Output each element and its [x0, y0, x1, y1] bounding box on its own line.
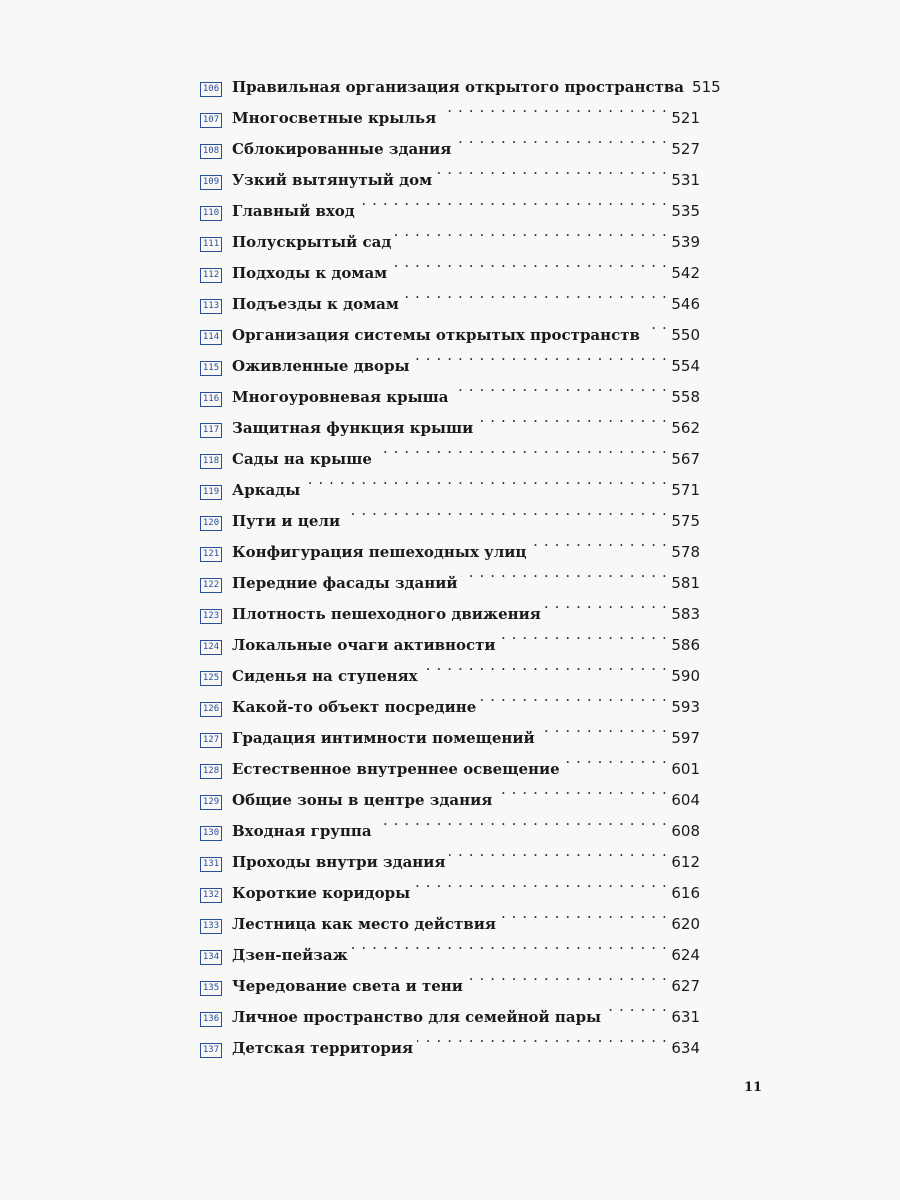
- pattern-number-badge: 106: [200, 82, 222, 97]
- pattern-number-badge: 112: [200, 268, 222, 283]
- dot-leader: [564, 743, 668, 774]
- toc-entry-title: Личное пространство для семейной пары: [232, 1008, 602, 1026]
- toc-entry-title: Общие зоны в центре здания: [232, 791, 493, 809]
- pattern-number-badge: 126: [200, 702, 222, 717]
- toc-entry-title: Дзен-пейзаж: [232, 946, 348, 964]
- pattern-number-badge: 119: [200, 485, 222, 500]
- dot-leader: [531, 526, 668, 557]
- toc-entry-title: Аркады: [232, 481, 301, 499]
- pattern-number-badge: 125: [200, 671, 222, 686]
- toc-entry-title: Входная группа: [232, 822, 372, 840]
- toc-entry-page: 542: [671, 264, 700, 282]
- toc-entry-page: 535: [671, 202, 700, 220]
- dot-leader: [344, 495, 667, 526]
- pattern-number-badge: 127: [200, 733, 222, 748]
- pattern-number-badge: 136: [200, 1012, 222, 1027]
- toc-entry-page: 578: [671, 543, 700, 561]
- dot-leader: [455, 123, 667, 154]
- toc-entry-page: 575: [671, 512, 700, 530]
- pattern-number-badge: 115: [200, 361, 222, 376]
- dot-leader: [359, 185, 668, 216]
- dot-leader: [452, 371, 667, 402]
- toc-entry-page: 624: [671, 946, 700, 964]
- toc-entry-title: Проходы внутри здания: [232, 853, 446, 871]
- pattern-number-badge: 129: [200, 795, 222, 810]
- pattern-number-badge: 134: [200, 950, 222, 965]
- toc-entry-page: 546: [671, 295, 700, 313]
- toc-entry-title: Естественное внутреннее освещение: [232, 760, 560, 778]
- pattern-number-badge: 110: [200, 206, 222, 221]
- toc-entry-title: Чередование света и тени: [232, 977, 463, 995]
- toc-entry-page: 554: [671, 357, 700, 375]
- pattern-number-badge: 124: [200, 640, 222, 655]
- toc-entry-title: Правильная организация открытого пространства: [232, 78, 685, 96]
- toc-entry-page: 521: [671, 109, 700, 127]
- pattern-number-badge: 135: [200, 981, 222, 996]
- dot-leader: [304, 464, 667, 495]
- toc-entry-page: 597: [671, 729, 700, 747]
- dot-leader: [417, 1022, 667, 1053]
- toc-entry-page: 539: [671, 233, 700, 251]
- toc-entry-page: 612: [671, 853, 700, 871]
- dot-leader: [496, 774, 667, 805]
- dot-leader: [352, 929, 668, 960]
- table-of-contents: [200, 61, 721, 1057]
- dot-leader: [467, 960, 667, 991]
- pattern-number-badge: 109: [200, 175, 222, 190]
- toc-entry-title: Многосветные крылья: [232, 109, 437, 127]
- pattern-number-badge: 128: [200, 764, 222, 779]
- toc-entry-title: Узкий вытянутый дом: [232, 171, 433, 189]
- toc-entry-page: 590: [671, 667, 700, 685]
- toc-entry-page: 586: [671, 636, 700, 654]
- toc-entry-title: Главный вход: [232, 202, 355, 220]
- toc-entry-title: Сблокированные здания: [232, 140, 452, 158]
- toc-entry-page: 601: [671, 760, 700, 778]
- dot-leader: [500, 619, 668, 650]
- dot-leader: [545, 588, 668, 619]
- dot-leader: [391, 247, 667, 278]
- toc-entry-page: 593: [671, 698, 700, 716]
- pattern-number-badge: 121: [200, 547, 222, 562]
- toc-entry-title: Организация системы открытых пространств: [232, 326, 640, 344]
- dot-leader: [539, 712, 668, 743]
- dot-leader: [449, 836, 667, 867]
- dot-leader: [477, 402, 667, 433]
- pattern-number-badge: 122: [200, 578, 222, 593]
- toc-entry-page: 627: [671, 977, 700, 995]
- pattern-number-badge: 123: [200, 609, 222, 624]
- toc-entry-page: 567: [671, 450, 700, 468]
- dot-leader: [500, 898, 667, 929]
- pattern-number-badge: 116: [200, 392, 222, 407]
- toc-entry-page: 634: [671, 1039, 700, 1057]
- pattern-number-badge: 108: [200, 144, 222, 159]
- toc-entry-title: Подъезды к домам: [232, 295, 399, 313]
- dot-leader: [436, 154, 667, 185]
- toc-entry-title: Подходы к домам: [232, 264, 388, 282]
- toc-entry-title: Оживленные дворы: [232, 357, 410, 375]
- toc-entry-page: 550: [671, 326, 700, 344]
- toc-entry-page: 531: [671, 171, 700, 189]
- toc-entry-page: 631: [671, 1008, 700, 1026]
- toc-entry-page: 562: [671, 419, 700, 437]
- toc-entry-title: Короткие коридоры: [232, 884, 411, 902]
- toc-entry-page: 616: [671, 884, 700, 902]
- toc-entry-page: 604: [671, 791, 700, 809]
- dot-leader: [644, 309, 667, 340]
- toc-entry-title: Сады на крыше: [232, 450, 372, 468]
- toc-entry-title: Полускрытый сад: [232, 233, 392, 251]
- toc-entry-title: Детская территория: [232, 1039, 414, 1057]
- dot-leader: [605, 991, 667, 1022]
- pattern-number-badge: 117: [200, 423, 222, 438]
- toc-entry-title: Многоуровневая крыша: [232, 388, 449, 406]
- toc-entry-page: 571: [671, 481, 700, 499]
- toc-entry-title: Конфигурация пешеходных улиц: [232, 543, 527, 561]
- pattern-number-badge: 131: [200, 857, 222, 872]
- toc-entry-page: 620: [671, 915, 700, 933]
- toc-entry-title: Передние фасады зданий: [232, 574, 458, 592]
- pattern-number-badge: 107: [200, 113, 222, 128]
- dot-leader: [414, 340, 668, 371]
- pattern-number-badge: 137: [200, 1043, 222, 1058]
- toc-entry-page: 558: [671, 388, 700, 406]
- pattern-number-badge: 111: [200, 237, 222, 252]
- dot-leader: [376, 433, 668, 464]
- dot-leader: [422, 650, 668, 681]
- pattern-number-badge: 113: [200, 299, 222, 314]
- toc-entry-page: 515: [692, 78, 721, 96]
- page-number: 11: [744, 1080, 763, 1095]
- pattern-number-badge: 114: [200, 330, 222, 345]
- pattern-number-badge: 130: [200, 826, 222, 841]
- dot-leader: [414, 867, 667, 898]
- toc-entry-title: Какой-то объект посредине: [232, 698, 477, 716]
- dot-leader: [480, 681, 667, 712]
- toc-entry-page: 608: [671, 822, 700, 840]
- toc-entry: [200, 61, 721, 96]
- pattern-number-badge: 133: [200, 919, 222, 934]
- toc-entry-title: Лестница как место действия: [232, 915, 496, 933]
- dot-leader: [461, 557, 667, 588]
- dot-leader: [440, 92, 667, 123]
- toc-entry-title: Защитная функция крыши: [232, 419, 474, 437]
- dot-leader: [395, 216, 667, 247]
- pattern-number-badge: 132: [200, 888, 222, 903]
- toc-entry-title: Сиденья на ступенях: [232, 667, 418, 685]
- dot-leader: [376, 805, 668, 836]
- dot-leader: [403, 278, 667, 309]
- toc-entry-title: Локальные очаги активности: [232, 636, 496, 654]
- toc-entry-page: 581: [671, 574, 700, 592]
- toc-entry-page: 583: [671, 605, 700, 623]
- pattern-number-badge: 118: [200, 454, 222, 469]
- toc-entry-title: Градация интимности помещений: [232, 729, 535, 747]
- toc-entry-page: 527: [671, 140, 700, 158]
- pattern-number-badge: 120: [200, 516, 222, 531]
- toc-entry-title: Пути и цели: [232, 512, 341, 530]
- toc-entry-title: Плотность пешеходного движения: [232, 605, 541, 623]
